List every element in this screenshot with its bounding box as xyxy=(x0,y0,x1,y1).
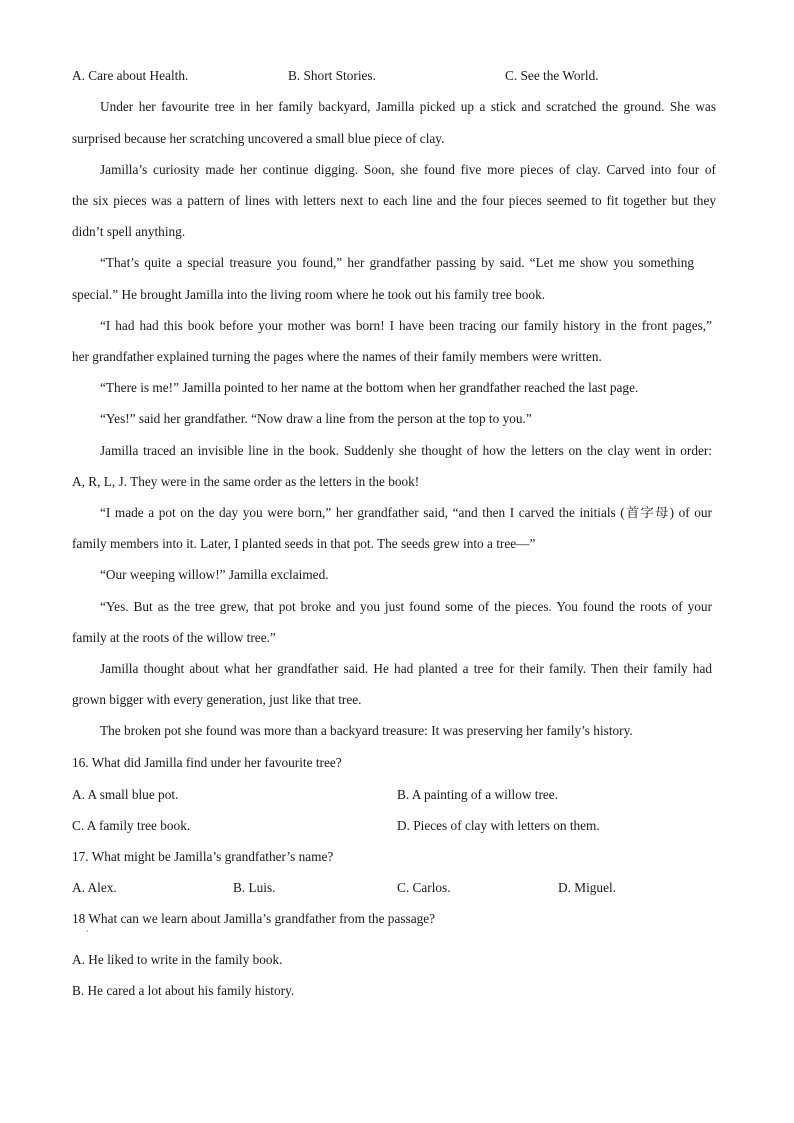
passage-line: Jamilla’s curiosity made her continue digging. Soon, she found five more pieces of clay. Carved into four of xyxy=(100,162,716,177)
option-a[interactable]: A. He liked to write in the family book. xyxy=(72,952,283,967)
option-c[interactable]: C. A family tree book. xyxy=(72,818,191,833)
passage-line: her grandfather explained turning the pages where the names of their family members were written. xyxy=(72,349,602,364)
option-b[interactable]: B. A painting of a willow tree. xyxy=(397,787,559,802)
passage-line: family members into it. Later, I planted seeds in that pot. The seeds grew into a tree—” xyxy=(72,536,536,551)
passage-line: A, R, L, J. They were in the same order as the letters in the book! xyxy=(72,474,420,489)
option-a[interactable]: A. Alex. xyxy=(72,880,117,895)
passage-line: “I made a pot on the day you were born,” her grandfather said, “and then I carved the initials (首字母) of our xyxy=(100,505,712,520)
prev-question-option-a: A. Care about Health. xyxy=(72,68,189,83)
passage-line: “Our weeping willow!” Jamilla exclaimed. xyxy=(100,567,329,582)
question-stem: 17. What might be Jamilla’s grandfather’s name? xyxy=(72,849,334,864)
passage-line: surprised because her scratching uncovered a small blue piece of clay. xyxy=(72,131,445,146)
passage-line: Jamilla traced an invisible line in the book. Suddenly she thought of how the letters on the clay went in order: xyxy=(100,443,712,458)
passage-line: the six pieces was a pattern of lines with letters next to each line and the four pieces seemed to fit together but they xyxy=(72,193,716,208)
passage-line: Under her favourite tree in her family backyard, Jamilla picked up a stick and scratched the ground. She was xyxy=(100,99,716,114)
passage-line: “Yes. But as the tree grew, that pot broke and you just found some of the pieces. You found the roots of your xyxy=(100,599,712,614)
option-b[interactable]: B. He cared a lot about his family history. xyxy=(72,983,295,998)
option-a[interactable]: A. A small blue pot. xyxy=(72,787,179,802)
stray-mark: · xyxy=(86,927,89,936)
passage-line: Jamilla thought about what her grandfather said. He had planted a tree for their family. Then their family had xyxy=(100,661,712,676)
passage-line: “Yes!” said her grandfather. “Now draw a line from the person at the top to you.” xyxy=(100,411,532,426)
question-stem: 16. What did Jamilla find under her favourite tree? xyxy=(72,755,342,770)
passage-line: “There is me!” Jamilla pointed to her name at the bottom when her grandfather reached the last page. xyxy=(100,380,639,395)
option-d[interactable]: D. Pieces of clay with letters on them. xyxy=(397,818,600,833)
passage-line: “That’s quite a special treasure you found,” her grandfather passing by said. “Let me show you something xyxy=(100,255,694,270)
passage-line: “I had had this book before your mother was born! I have been tracing our family history in the front pages,” xyxy=(100,318,712,333)
question-stem: 18 What can we learn about Jamilla’s grandfather from the passage? xyxy=(72,911,436,926)
passage-line: didn’t spell anything. xyxy=(72,224,186,239)
option-b[interactable]: B. Luis. xyxy=(233,880,276,895)
prev-question-option-b: B. Short Stories. xyxy=(288,68,376,83)
option-c[interactable]: C. Carlos. xyxy=(397,880,451,895)
passage-line: The broken pot she found was more than a backyard treasure: It was preserving her family’s history. xyxy=(100,723,633,738)
option-d[interactable]: D. Miguel. xyxy=(558,880,616,895)
prev-question-option-c: C. See the World. xyxy=(505,68,599,83)
passage-line: family at the roots of the willow tree.” xyxy=(72,630,276,645)
passage-line: grown bigger with every generation, just like that tree. xyxy=(72,692,362,707)
passage-line: special.” He brought Jamilla into the living room where he took out his family tree book. xyxy=(72,287,546,302)
